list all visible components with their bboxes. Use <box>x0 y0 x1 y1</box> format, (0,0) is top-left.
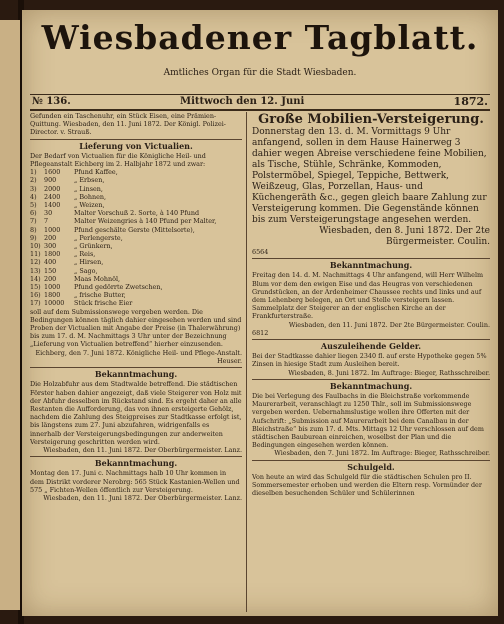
bekanntmachung-3-text: Freitag den 14. d. M. Nachmittags 4 Uhr anfangend, will Herr Wilhelm Blum vor dem den ewigen Eise und das Heugras von verschiedenen Grundstücken, an der Ardenheimer Chaussee rechts und links und auf dem Lehenberg belegen, an Ort und Stelle versteigern lassen. Sammelplatz der Steigerer an der englischen Kirche an der Frankfurterstraße. <box>252 271 484 321</box>
item-number: 9) <box>30 233 37 242</box>
item-description: Maas Mohnöl, <box>74 274 121 283</box>
victualien-heading: Lieferung von Victualien. <box>79 140 193 151</box>
item-number: 8) <box>30 225 37 234</box>
issue-number: № 136. <box>32 96 71 107</box>
item-description: Pfund gedörrte Zwetschen, <box>74 283 163 292</box>
separator <box>252 460 490 461</box>
victualien-signature: Eichberg, den 7. Juni 1872. Königliche Heil- und Pflege-Anstalt. Heuser. <box>35 348 242 365</box>
separator <box>30 367 242 368</box>
item-number: 12) <box>30 258 41 267</box>
item-quantity: 400 <box>44 258 57 267</box>
victualien-text: soll auf dem Submissionswege vergeben werden. Die Bedingungen können täglich dahier eingesehen werden und sind Proben der Victualien mit Angabe der Preise (in Thalerwährung) bis zum 17. d. M. Nachmittags 3 Uhr unter der Bezeichnung „Lieferung von Victualien betreffend“ hierher einzusenden. <box>30 307 242 349</box>
item-description: „ Sago, <box>74 266 98 275</box>
item-quantity: 1000 <box>44 225 61 234</box>
left-column <box>30 112 242 612</box>
item-description: „ Grünkern, <box>74 242 113 251</box>
item-quantity: 10000 <box>44 299 65 308</box>
item-description: „ Perlengerste, <box>74 233 123 242</box>
separator <box>252 339 490 340</box>
item-description: „ Bohnen, <box>74 192 107 201</box>
bekanntmachung-3-number: 6812 <box>252 328 269 337</box>
item-quantity: 150 <box>44 266 57 275</box>
item-number: 14) <box>30 274 41 283</box>
dateline <box>30 94 490 111</box>
bekanntmachung-2-heading: Bekanntmachung. <box>94 458 178 469</box>
item-number: 4) <box>30 192 37 201</box>
item-quantity: 200 <box>44 233 57 242</box>
item-description: Pfund Kaffee, <box>74 168 118 177</box>
item-number: 10) <box>30 242 41 251</box>
newspaper-page <box>22 10 498 616</box>
school-fee-heading: Schulgeld. <box>347 461 395 472</box>
item-description: „ frische Butter, <box>74 291 126 300</box>
masthead-title: Wiesbadener Tagblatt. <box>41 18 479 57</box>
item-description: „ Linsen, <box>74 184 103 193</box>
item-number: 17) <box>30 299 41 308</box>
separator <box>252 379 490 380</box>
issue-year: 1872. <box>453 95 488 108</box>
item-quantity: 30 <box>44 209 53 218</box>
auction-heading: Große Mobilien-Versteigerung. <box>258 112 484 127</box>
item-description: Stück frische Eier <box>74 299 133 308</box>
bekanntmachung-1-text: Die Holzabfuhr aus dem Stadtwalde betreffend. Die städtischen Förster haben dahier angezeigt, daß viele Steigerer von Holz mit der Abfuhr desselben im Rückstand sind. Es ergeht daher an alle Restanten die Aufforderung, das von ihnen ersteigerte Gehölz, nachdem die Zahlung des Steigpreises zur Stadtkasse erfolgt ist, bis längstens zum 27. Juni abzufahren, widrigenfalls es innerhalb der Versteigerungsbedingungen zur anderweiten Versteigerung geschritten werden wird. <box>30 380 242 446</box>
item-number: 13) <box>30 266 41 275</box>
item-quantity: 1400 <box>44 201 61 210</box>
bekanntmachung-1-heading: Bekanntmachung. <box>94 369 178 380</box>
separator <box>30 139 242 140</box>
item-quantity: 1600 <box>44 168 61 177</box>
item-quantity: 2000 <box>44 184 61 193</box>
loan-signature: Wiesbaden, 8. Juni 1872. Im Auftrage: Bieger, Rathsschreiber. <box>288 368 490 377</box>
auction-number: 6564 <box>252 248 269 256</box>
loan-text: Bei der Stadtkasse dahier liegen 2340 fl. auf erste Hypotheke gegen 5% Zinsen in hiesige Stadt zum Ausleihen bereit. <box>252 352 487 369</box>
separator <box>30 456 242 457</box>
item-number: 11) <box>30 250 41 259</box>
victualien-list <box>30 168 242 307</box>
bekanntmachung-3-heading: Bekanntmachung. <box>329 260 413 271</box>
bekanntmachung-3-signature: Wiesbaden, den 11. Juni 1872. Der 2te Bürgermeister. Coulin. <box>288 320 490 329</box>
item-description: „ Erbsen, <box>74 176 105 185</box>
school-fee-text: Von heute an wird das Schulgeld für die städtischen Schulen pro II. Sommersemester erhoben und werden die Eltern resp. Vormünder der dieselben besuchenden Schüler und Schülerinnen <box>252 472 482 498</box>
item-quantity: 300 <box>44 242 57 251</box>
found-notice: Gefunden ein Taschenuhr, ein Stück Eisen, eine Prämien-Quittung. Wiesbaden, den 11. Juni 1872. Der Königl. Polizei-Director. v. Strauß. <box>30 112 226 137</box>
item-description: Malter Weizengries à 140 Pfund per Malter, <box>74 217 217 226</box>
item-quantity: 1800 <box>44 250 61 259</box>
loan-heading: Auszuleihende Gelder. <box>320 341 422 352</box>
item-quantity: 200 <box>44 274 57 283</box>
issue-date: Mittwoch den 12. Juni <box>180 96 305 107</box>
item-number: 16) <box>30 291 41 300</box>
item-description: Pfund geschälte Gerste (Mittelsorte), <box>74 225 195 234</box>
item-description: „ Reis, <box>74 250 96 259</box>
auction-text: Donnerstag den 13. d. M. Vormittags 9 Uhr anfangend, sollen in dem Hause Hainerweg 3 dahier wegen Abreise verschiedene feine Mobilien, als Tische, Stühle, Schränke, Kommoden, Polstermöbel, Spiegel, Teppiche, Bettwerk, Weißzeug, Glas, Porzellan, Haus- und Küchengeräth &c., gegen gleich baare Zahlung zur Versteigerung kommen. Die Gegenstände können bis zum Versteigerungstage angesehen werden. <box>252 127 487 225</box>
item-description: „ Weizen, <box>74 201 105 210</box>
bekanntmachung-1-signature: Wiesbaden, den 11. Juni 1872. Der Oberbürgermeister. Lanz. <box>43 445 242 454</box>
auction-signature: Wiesbaden, den 8. Juni 1872. Der 2te Bürgermeister. Coulin. <box>319 226 490 247</box>
item-quantity: 1000 <box>44 283 61 292</box>
item-number: 1) <box>30 168 37 177</box>
bekanntmachung-4-heading: Bekanntmachung. <box>329 380 413 391</box>
previous-page-edge <box>0 20 20 610</box>
item-description: Malter Vorschuß 2. Sorte, à 140 Pfund <box>74 209 200 218</box>
item-quantity: 2400 <box>44 192 61 201</box>
item-number: 3) <box>30 184 37 193</box>
item-quantity: 900 <box>44 176 57 185</box>
item-number: 7) <box>30 217 37 226</box>
column-rule <box>246 112 247 612</box>
item-description: „ Hirsen, <box>74 258 104 267</box>
item-number: 5) <box>30 201 37 210</box>
item-quantity: 7 <box>44 217 49 226</box>
victualien-intro: Der Bedarf von Victualien für die Königliche Heil- und Pflegeanstalt Eichberg im 2. Halbjahr 1872 und zwar: <box>30 151 206 169</box>
right-column <box>252 112 490 612</box>
masthead-subtitle: Amtliches Organ für die Stadt Wiesbaden. <box>163 68 357 78</box>
bekanntmachung-2-signature: Wiesbaden, den 11. Juni 1872. Der Oberbürgermeister. Lanz. <box>43 493 242 502</box>
bekanntmachung-4-signature: Wiesbaden, den 7. Juni 1872. Im Auftrage: Bieger, Rathsschreiber. <box>274 449 490 458</box>
item-number: 15) <box>30 283 41 292</box>
item-quantity: 1800 <box>44 291 61 300</box>
separator <box>252 258 490 259</box>
item-number: 6) <box>30 209 37 218</box>
bekanntmachung-4-text: Die bei Verlegung des Faulbachs in die Bleichstraße vorkommende Maurerarbeit, veranschlagt zu 1250 Thlr., soll im Submissionswege vergeben werden. Uebernahmslustige wollen ihre Offerten mit der Aufschrift: „Submission auf Maurerarbeit bei dem Canalbau in der Bleichstraße“ bis zum 17. d. Mts. Mittags 12 Uhr verschlossen auf dem städtischen Bauburean einreichen, woselbst der Plan und die Bedingungen eingesehen werden können. <box>252 392 484 450</box>
item-number: 2) <box>30 176 37 185</box>
bekanntmachung-2-text: Montag den 17. Juni c. Nachmittags halb 10 Uhr kommen in dem Distrikt vorderer Nerobrg: 565 Stück Kastanien-Wellen und 575 „ Fichten-Wellen öffentlich zur Versteigerung. <box>30 469 240 494</box>
